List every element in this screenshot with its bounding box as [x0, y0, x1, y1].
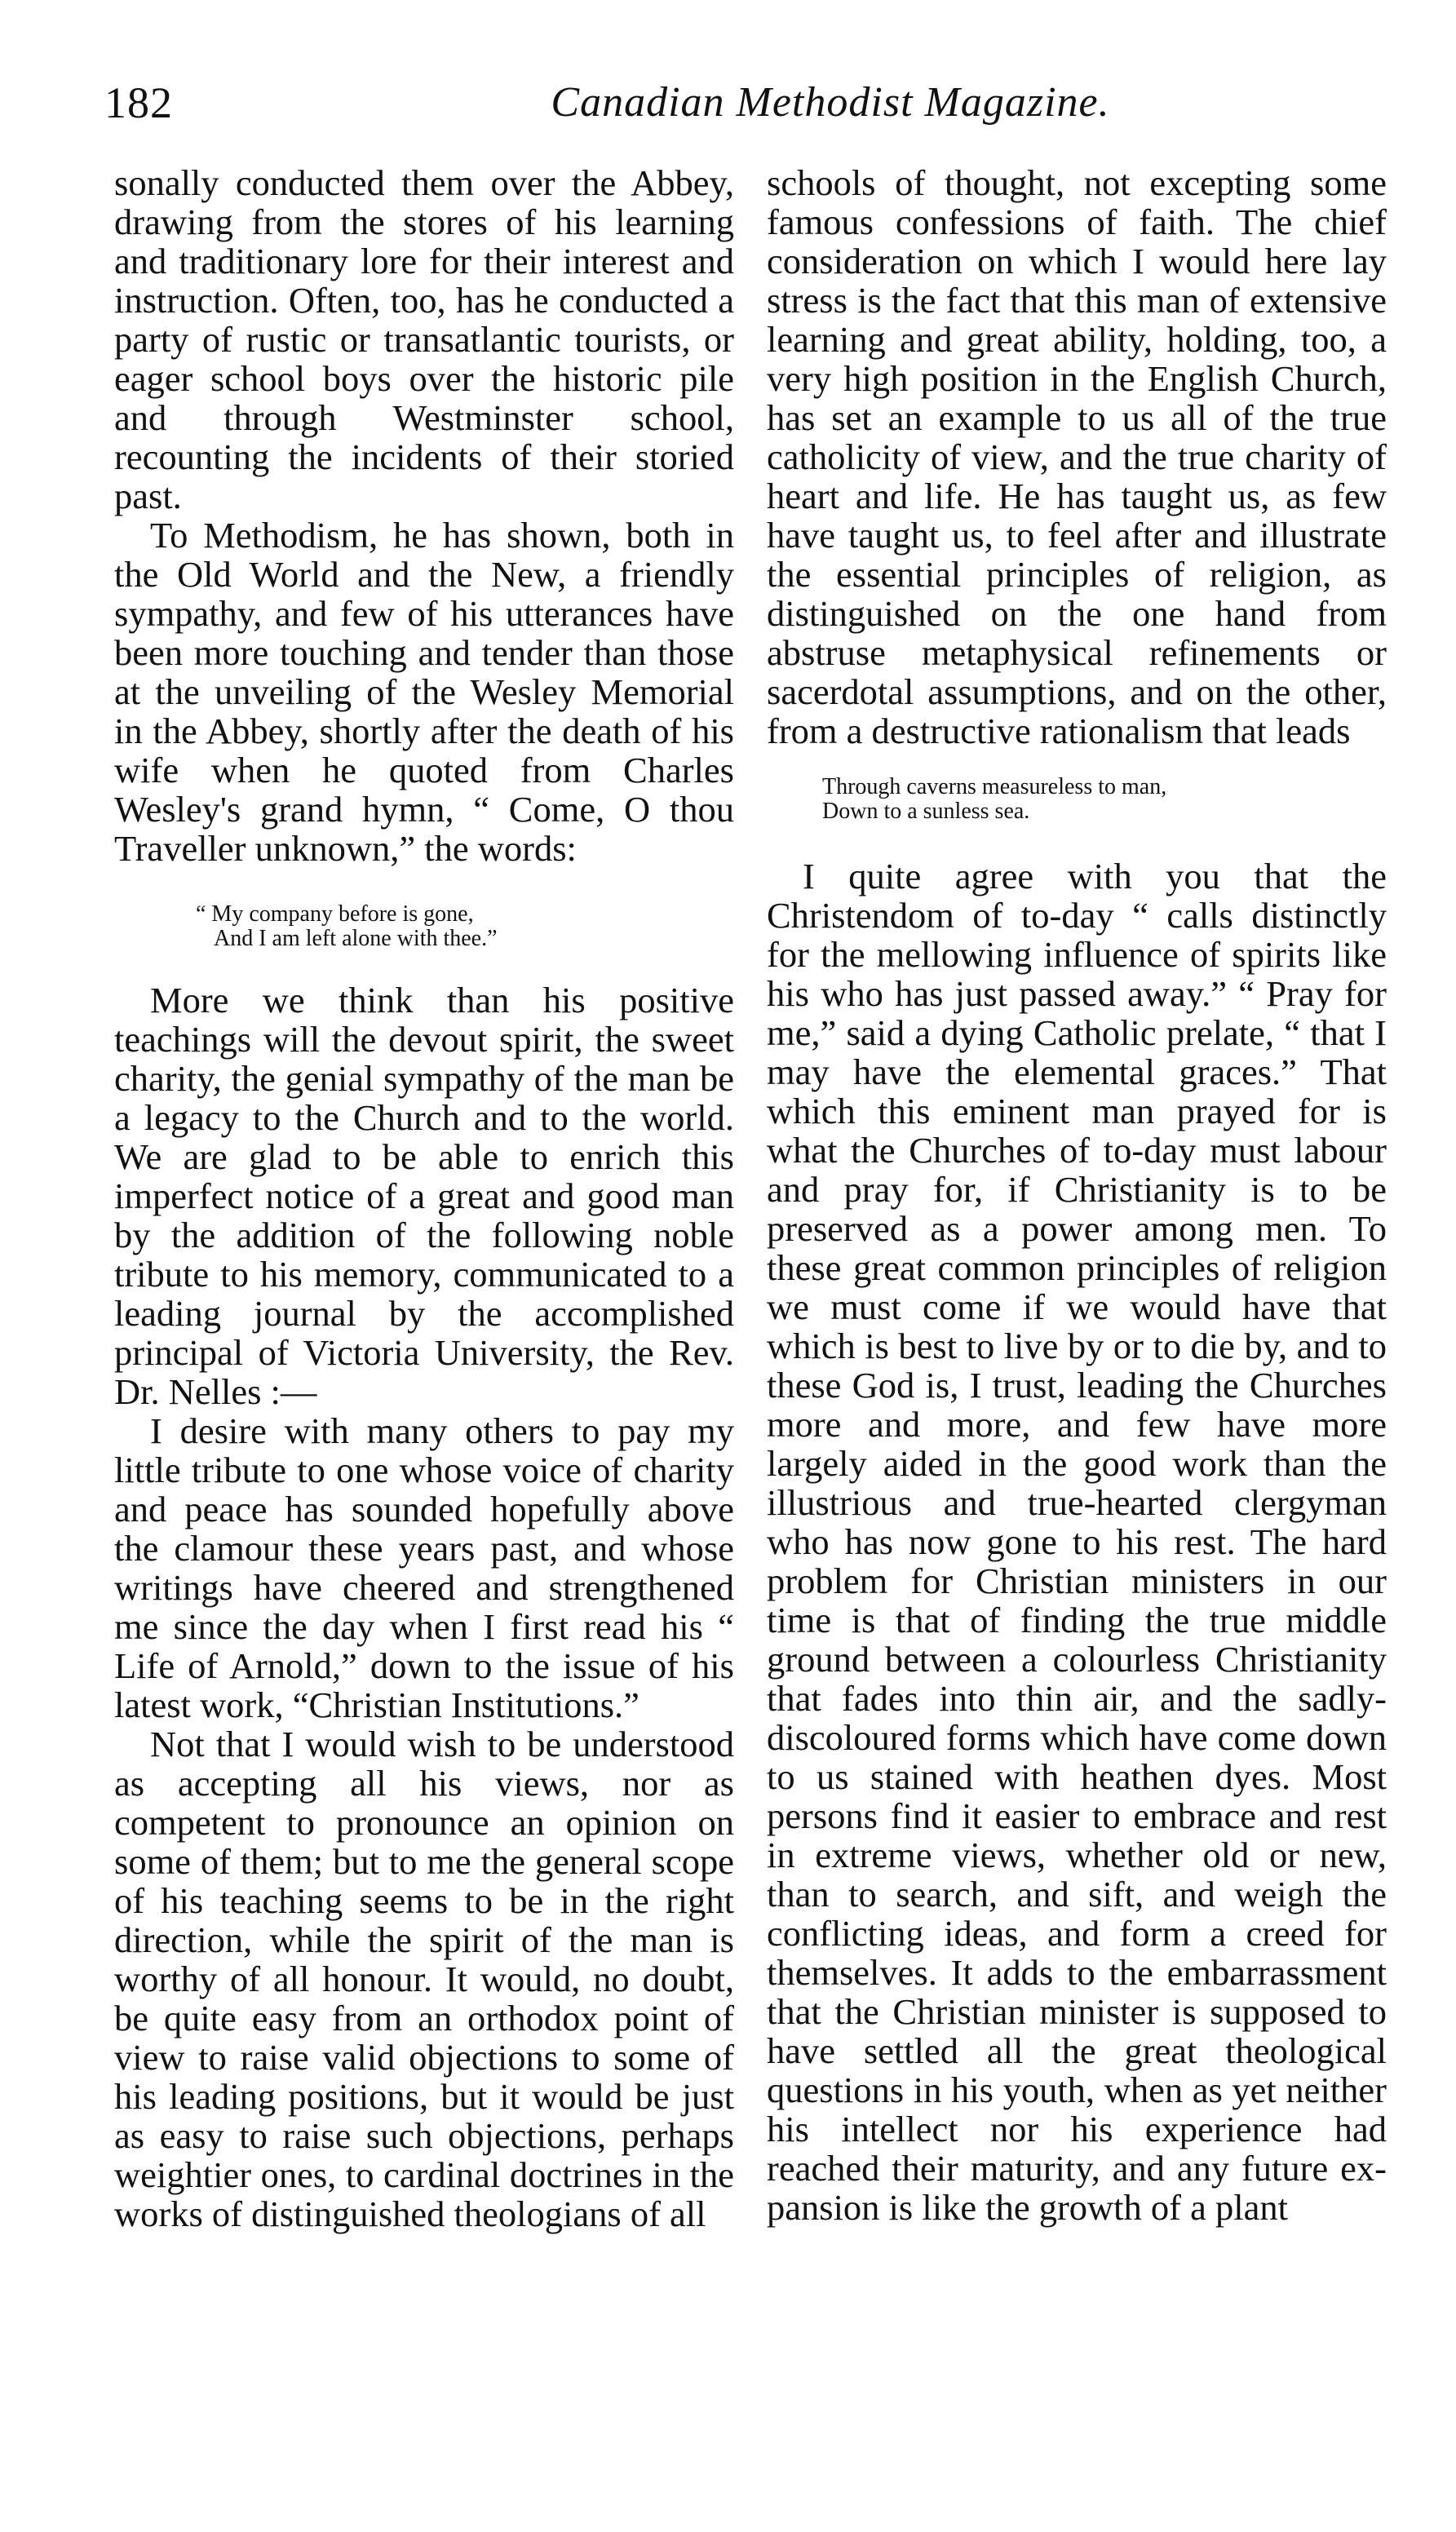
- verse-line: “ My company before is gone,: [196, 901, 474, 927]
- paragraph: To Methodism, he has shown, both in the Old World and the New, a friendly sympathy, and few of his utterances have been more touching and tender than those at the unveiling of the Wesley Memorial in the Abbey, shortly after the death of his wife when he quoted from Charles Wesley's grand hymn, “ Come, O thou Traveller unknown,” the words:: [114, 515, 734, 869]
- verse-line: Down to a sunless sea.: [822, 799, 1030, 824]
- paragraph: Not that I would wish to be understood as accepting all his views, nor as competent to pronounce an opinion on some of them; but to me the general scope of his teaching seems to be in the right direction, while the spirit of the man is worthy of all honour. It would, no doubt, be quite easy from an orthodox point of view to raise valid objections to some of his leading positions, but it would be just as easy to raise such objections, perhaps weightier ones, to cardinal doctrines in the works of distinguished theologians of all: [114, 1724, 734, 2234]
- page-number: 182: [104, 78, 173, 127]
- paragraph: I desire with many others to pay my little tribute to one whose voice of charity and peace has sounded hopefully above the clamour these years past, and whose writings have cheered and strengthened me since the day when I first read his “ Life of Arnold,” down to the issue of his latest work, “Christian Institutions.”: [114, 1410, 734, 1725]
- page-header: [104, 70, 1410, 135]
- right-column: [767, 163, 1387, 2227]
- paragraph: schools of thought, not excepting some famous confessions of faith. The chief consideration on which I would here lay stress is the fact that this man of extensive learning and great ability, holding, too, a very high position in the English Church, has set an example to us all of the true catholicity of view, and the true charity of heart and life. He has taught us, as few have taught us, to feel after and illustrate the essential principles of religion, as distinguished on the one hand from abstruse metaphysical refinements or sacerdotal assumptions, and on the other, from a destructive rationalism that leads: [767, 162, 1387, 751]
- verse-line: And I am left alone with thee.”: [214, 926, 498, 951]
- left-column: [114, 163, 734, 2233]
- running-title: Canadian Methodist Magazine.: [551, 79, 1110, 126]
- paragraph: sonally conducted them over the Abbey, drawing from the stores of his learning and traditionary lore for their interest and instruction. Often, too, has he conducted a party of rustic or transatlantic tourists, or eager school boys over the historic pile and through Westminster school, recounting the incidents of their storied past.: [114, 162, 734, 516]
- verse-quotation: [767, 775, 1387, 824]
- verse-quotation: [114, 902, 734, 951]
- verse-line: Through caverns measureless to man,: [822, 774, 1167, 799]
- paragraph: I quite agree with you that the Christendom of to-day “ calls distinctly for the mellowing influence of spirits like his who has just passed away.” “ Pray for me,” said a dying Catholic prelate, “ that I may have the elemental graces.” That which this eminent man prayed for is what the Churches of to-day must labour and pray for, if Christianity is to be preserved as a power among men. To these great common principles of religion we must come if we would have that which is best to live by or to die by, and to these God is, I trust, leading the Churches more and more, and few have more largely aided in the good work than the illustrious and true-hearted clergyman who has now gone to his rest. The hard problem for Christian ministers in our time is that of finding the true middle ground between a colourless Christianity that fades into thin air, and the sadly-discoloured forms which have come down to us stained with heathen dyes. Most persons find it easier to embrace and rest in extreme views, whether old or new, than to search, and sift, and weigh the conflicting ideas, and form a creed for themselves. It adds to the embarrassment that the Christian minister is supposed to have settled all the great theological questions in his youth, when as yet neither his intellect nor his experience had reached their maturity, and any future expansion is like the growth of a plant: [767, 856, 1387, 2228]
- paragraph: More we think than his positive teachings will the devout spirit, the sweet charity, the genial sympathy of the man be a legacy to the Church and to the world. We are glad to be able to enrich this imperfect notice of a great and good man by the addition of the following noble tribute to his memory, communicated to a leading journal by the accomplished principal of Victoria University, the Rev. Dr. Nelles :—: [114, 980, 734, 1412]
